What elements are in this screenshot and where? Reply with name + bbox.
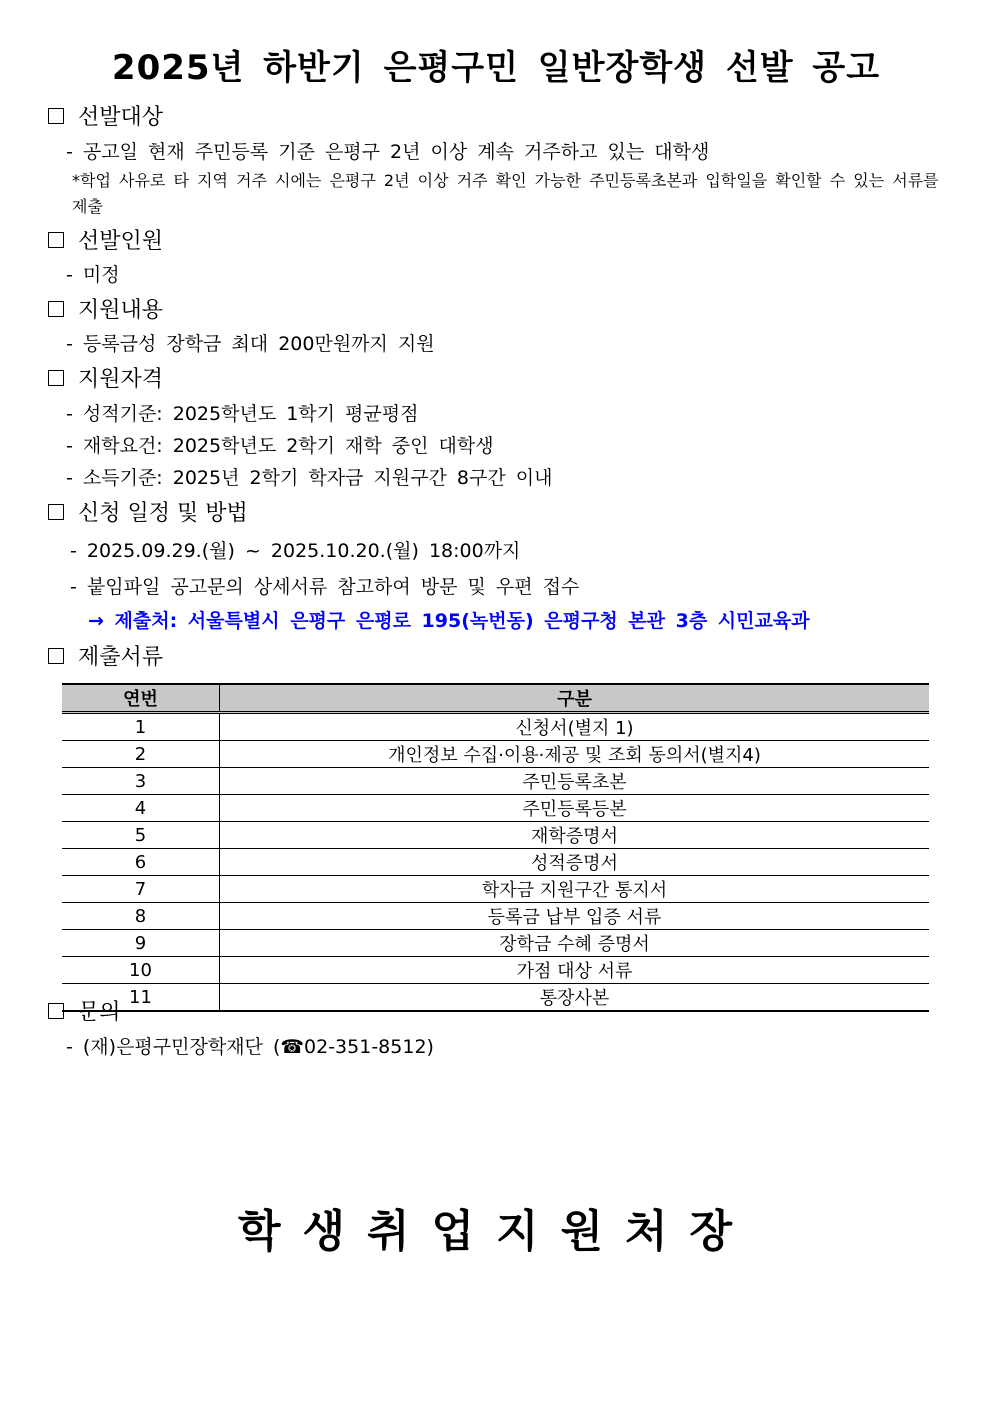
row-number: 7 bbox=[62, 876, 220, 903]
section-count bbox=[48, 224, 163, 255]
row-document: 등록금 납부 입증 서류 bbox=[220, 903, 930, 930]
row-document: 가점 대상 서류 bbox=[220, 957, 930, 984]
section-qualification bbox=[48, 362, 163, 393]
documents-table bbox=[62, 683, 929, 1012]
section-support bbox=[48, 293, 163, 324]
row-number: 2 bbox=[62, 741, 220, 768]
qualification-line: - 소득기준: 2025년 2학기 학자금 지원구간 8구간 이내 bbox=[66, 467, 553, 489]
schedule-line: - 2025.09.29.(월) ~ 2025.10.20.(월) 18:00까지 bbox=[70, 540, 521, 562]
checkbox-square-icon bbox=[48, 370, 64, 386]
table-row bbox=[62, 741, 929, 768]
checkbox-square-icon bbox=[48, 1003, 64, 1019]
table-header-row bbox=[62, 684, 929, 713]
section-contact bbox=[48, 995, 121, 1026]
document-title: 2025년 하반기 은평구민 일반장학생 선발 공고 bbox=[111, 48, 881, 88]
support-line: - 등록금성 장학금 최대 200만원까지 지원 bbox=[66, 333, 435, 355]
qualification-line: - 재학요건: 2025학년도 2학기 재학 중인 대학생 bbox=[66, 435, 494, 457]
issuer-signature: 학생취업지원처장 bbox=[237, 1206, 755, 1257]
row-number: 4 bbox=[62, 795, 220, 822]
target-note: *학업 사유로 타 지역 거주 시에는 은평구 2년 이상 거주 확인 가능한 주민등록초본과 입학일을 확인할 수 있는 서류를 제출 bbox=[72, 171, 939, 216]
table-row bbox=[62, 876, 929, 903]
qualification-line: - 성적기준: 2025학년도 1학기 평균평점 bbox=[66, 403, 419, 425]
section-documents bbox=[48, 640, 163, 671]
table-row bbox=[62, 713, 929, 741]
row-number: 1 bbox=[62, 713, 220, 741]
section-heading: 제출서류 bbox=[78, 645, 164, 670]
row-number: 11 bbox=[62, 984, 220, 1012]
section-heading: 문의 bbox=[78, 1000, 121, 1025]
row-document: 주민등록초본 bbox=[220, 768, 930, 795]
checkbox-square-icon bbox=[48, 648, 64, 664]
checkbox-square-icon bbox=[48, 232, 64, 248]
checkbox-square-icon bbox=[48, 504, 64, 520]
target-line: - 공고일 현재 주민등록 기준 은평구 2년 이상 계속 거주하고 있는 대학생 bbox=[66, 141, 710, 163]
row-document: 장학금 수혜 증명서 bbox=[220, 930, 930, 957]
row-number: 3 bbox=[62, 768, 220, 795]
table-row bbox=[62, 795, 929, 822]
row-document: 성적증명서 bbox=[220, 849, 930, 876]
section-heading: 신청 일정 및 방법 bbox=[78, 501, 248, 526]
table-row bbox=[62, 849, 929, 876]
schedule-line: - 붙임파일 공고문의 상세서류 참고하여 방문 및 우편 접수 bbox=[70, 576, 580, 598]
column-header-number: 연번 bbox=[62, 684, 220, 713]
count-line: - 미정 bbox=[66, 264, 120, 286]
row-document: 주민등록등본 bbox=[220, 795, 930, 822]
table-row bbox=[62, 822, 929, 849]
submit-location: → 제출처: 서울특별시 은평구 은평로 195(녹번동) 은평구청 본관 3층 시민교육과 bbox=[88, 610, 810, 632]
row-document: 학자금 지원구간 통지서 bbox=[220, 876, 930, 903]
row-document: 재학증명서 bbox=[220, 822, 930, 849]
row-number: 9 bbox=[62, 930, 220, 957]
table-row bbox=[62, 903, 929, 930]
table-row bbox=[62, 768, 929, 795]
row-number: 10 bbox=[62, 957, 220, 984]
section-schedule bbox=[48, 496, 248, 527]
row-number: 5 bbox=[62, 822, 220, 849]
checkbox-square-icon bbox=[48, 108, 64, 124]
section-heading: 선발인원 bbox=[78, 229, 164, 254]
column-header-category: 구분 bbox=[220, 684, 930, 713]
row-document: 개인정보 수집·이용·제공 및 조회 동의서(별지4) bbox=[220, 741, 930, 768]
table-row bbox=[62, 957, 929, 984]
table-row bbox=[62, 930, 929, 957]
section-target bbox=[48, 100, 163, 131]
row-number: 8 bbox=[62, 903, 220, 930]
row-document: 신청서(별지 1) bbox=[220, 713, 930, 741]
section-heading: 지원자격 bbox=[78, 367, 164, 392]
table-row bbox=[62, 984, 929, 1012]
row-number: 6 bbox=[62, 849, 220, 876]
checkbox-square-icon bbox=[48, 301, 64, 317]
contact-line: - (재)은평구민장학재단 (☎02-351-8512) bbox=[66, 1036, 434, 1058]
row-document: 통장사본 bbox=[220, 984, 930, 1012]
section-heading: 선발대상 bbox=[78, 105, 164, 130]
section-heading: 지원내용 bbox=[78, 298, 164, 323]
